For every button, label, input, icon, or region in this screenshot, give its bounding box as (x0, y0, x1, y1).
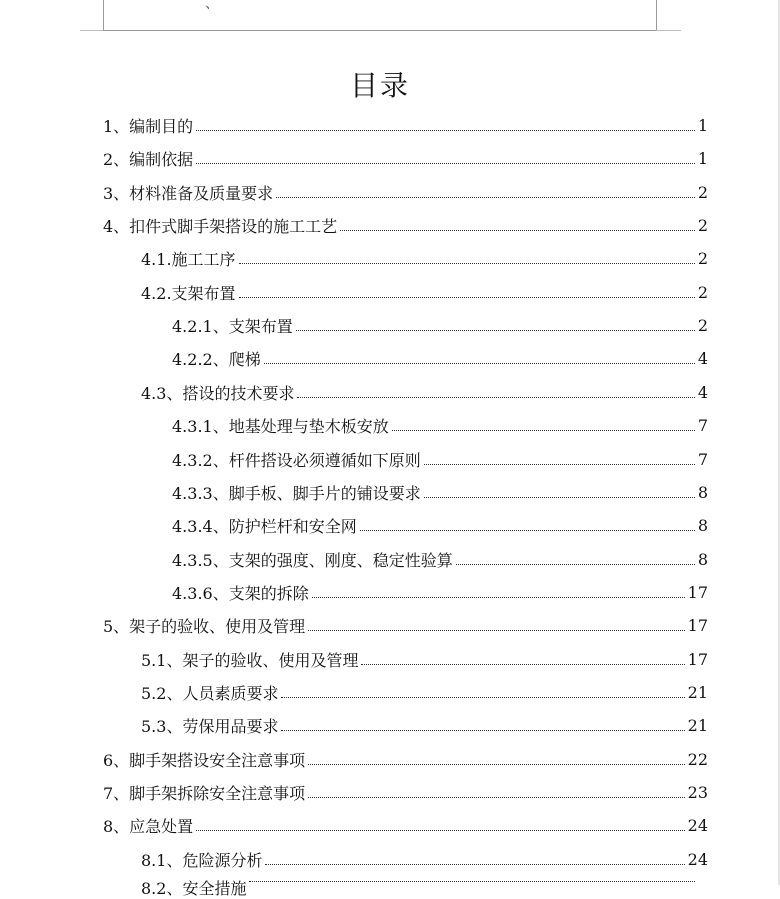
dot-leader (281, 730, 684, 731)
toc-entry[interactable] (103, 743, 708, 776)
toc-entry-page-number: 4 (697, 349, 708, 368)
toc-entry[interactable] (141, 376, 708, 409)
toc-entry[interactable] (103, 142, 708, 175)
toc-entry[interactable] (103, 776, 708, 809)
toc-entry-label: 7、脚手架拆除安全注意事项 (103, 784, 306, 803)
dot-leader (361, 664, 684, 665)
toc-entry-label: 4.2.1、支架布置 (172, 317, 293, 336)
dot-leader (276, 197, 695, 198)
toc-entry[interactable] (172, 342, 708, 375)
toc-entry-page-number: 22 (687, 750, 708, 769)
dot-leader (308, 630, 684, 631)
toc-entry[interactable] (141, 843, 708, 876)
toc-entry-page-number: 23 (687, 783, 708, 802)
toc-entry-page-number: 2 (697, 216, 708, 235)
toc-entry-page-number: 24 (687, 850, 708, 869)
toc-entry-label: 4.1.施工工序 (141, 250, 236, 269)
toc-entry-page-number: 17 (687, 616, 708, 635)
dot-leader (196, 163, 695, 164)
dot-leader (424, 464, 695, 465)
toc-entry-label: 1、编制目的 (103, 117, 194, 136)
toc-entry[interactable] (103, 809, 708, 842)
toc-entry-label: 4.3.6、支架的拆除 (172, 584, 309, 603)
toc-title: 目录 (349, 69, 410, 102)
page-header (0, 0, 780, 32)
header-mark: 、 (205, 0, 219, 12)
toc-entry-page-number: 24 (687, 816, 708, 835)
toc-entry-label: 4.3.2、杆件搭设必须遵循如下原则 (172, 451, 421, 470)
toc-entry-label: 4.3.3、脚手板、脚手片的铺设要求 (172, 484, 421, 503)
dot-leader (196, 130, 695, 131)
toc-entry-page-number: 21 (687, 716, 708, 735)
toc-entry[interactable] (141, 676, 708, 709)
toc-entry[interactable] (172, 443, 708, 476)
toc-entry-label: 5.3、劳保用品要求 (141, 717, 279, 736)
toc-entry[interactable] (172, 309, 708, 342)
toc-entry[interactable] (172, 409, 708, 442)
toc-entry[interactable] (103, 109, 708, 142)
toc-entry-page-number: 7 (697, 416, 708, 435)
toc-entry-label: 8、应急处置 (103, 817, 194, 836)
toc-entry-page-number: 2 (697, 249, 708, 268)
dot-leader (308, 797, 684, 798)
dot-leader (340, 230, 695, 231)
dot-leader (249, 881, 695, 882)
dot-leader (265, 864, 684, 865)
toc-entry[interactable] (103, 209, 708, 242)
margin-mark (656, 30, 681, 31)
toc-entry-page-number: 17 (687, 583, 708, 602)
toc-entry-page-number: 4 (697, 383, 708, 402)
toc-entry[interactable] (141, 643, 708, 676)
dot-leader (239, 297, 695, 298)
toc-entry-label: 2、编制依据 (103, 150, 194, 169)
toc-entry-label: 4.3.4、防护栏杆和安全网 (172, 517, 357, 536)
toc-entry-page-number: 2 (697, 283, 708, 302)
toc-entry-label: 5.2、人员素质要求 (141, 684, 279, 703)
toc-entry[interactable] (103, 176, 708, 209)
toc-entry-label: 5、架子的验收、使用及管理 (103, 617, 306, 636)
dot-leader (264, 363, 695, 364)
toc-entry-label: 4.3.5、支架的强度、刚度、稳定性验算 (172, 551, 453, 570)
dot-leader (239, 263, 695, 264)
margin-mark (80, 30, 103, 31)
toc-entry[interactable] (103, 609, 708, 642)
toc-entry-label: 5.1、架子的验收、使用及管理 (141, 651, 359, 670)
toc-entry-label: 4.3.1、地基处理与垫木板安放 (172, 417, 389, 436)
toc-entry[interactable] (172, 509, 708, 542)
toc-entry[interactable] (172, 576, 708, 609)
toc-entry-label: 4.3、搭设的技术要求 (141, 384, 295, 403)
toc-entry-label: 4.2.2、爬梯 (172, 350, 261, 369)
toc-entry[interactable] (172, 543, 708, 576)
toc-entry-page-number: 8 (697, 550, 708, 569)
toc-entry-page-number: 7 (697, 450, 708, 469)
toc-entry-page-number: 8 (697, 516, 708, 535)
toc-entry-label: 3、材料准备及质量要求 (103, 184, 274, 203)
dot-leader (196, 830, 684, 831)
toc-entry[interactable] (141, 709, 708, 742)
toc-entry-label: 6、脚手架搭设安全注意事项 (103, 751, 306, 770)
dot-leader (296, 330, 695, 331)
toc-entry[interactable] (141, 242, 708, 275)
toc-entry-label: 8.2、安全措施 (141, 879, 247, 898)
dot-leader (308, 764, 684, 765)
toc-entry-page-number: 1 (697, 149, 708, 168)
toc-entry-page-number: 1 (697, 116, 708, 135)
toc-entry-page-number: 8 (697, 483, 708, 502)
toc-entry-label: 8.1、危险源分析 (141, 851, 263, 870)
dot-leader (392, 430, 695, 431)
toc-entry-page-number: 2 (697, 316, 708, 335)
header-frame (103, 0, 657, 31)
toc-entry-page-number: 21 (687, 683, 708, 702)
toc-entry[interactable] (172, 476, 708, 509)
dot-leader (281, 697, 684, 698)
toc-entry-label: 4、扣件式脚手架搭设的施工工艺 (103, 217, 338, 236)
dot-leader (424, 497, 695, 498)
toc-entry-page-number: 2 (697, 183, 708, 202)
toc-entry[interactable] (141, 876, 708, 898)
dot-leader (312, 597, 685, 598)
toc-entry-page-number: 17 (687, 650, 708, 669)
dot-leader (360, 530, 695, 531)
toc-entry-label: 4.2.支架布置 (141, 284, 236, 303)
dot-leader (297, 397, 694, 398)
toc-entry[interactable] (141, 276, 708, 309)
dot-leader (456, 564, 695, 565)
